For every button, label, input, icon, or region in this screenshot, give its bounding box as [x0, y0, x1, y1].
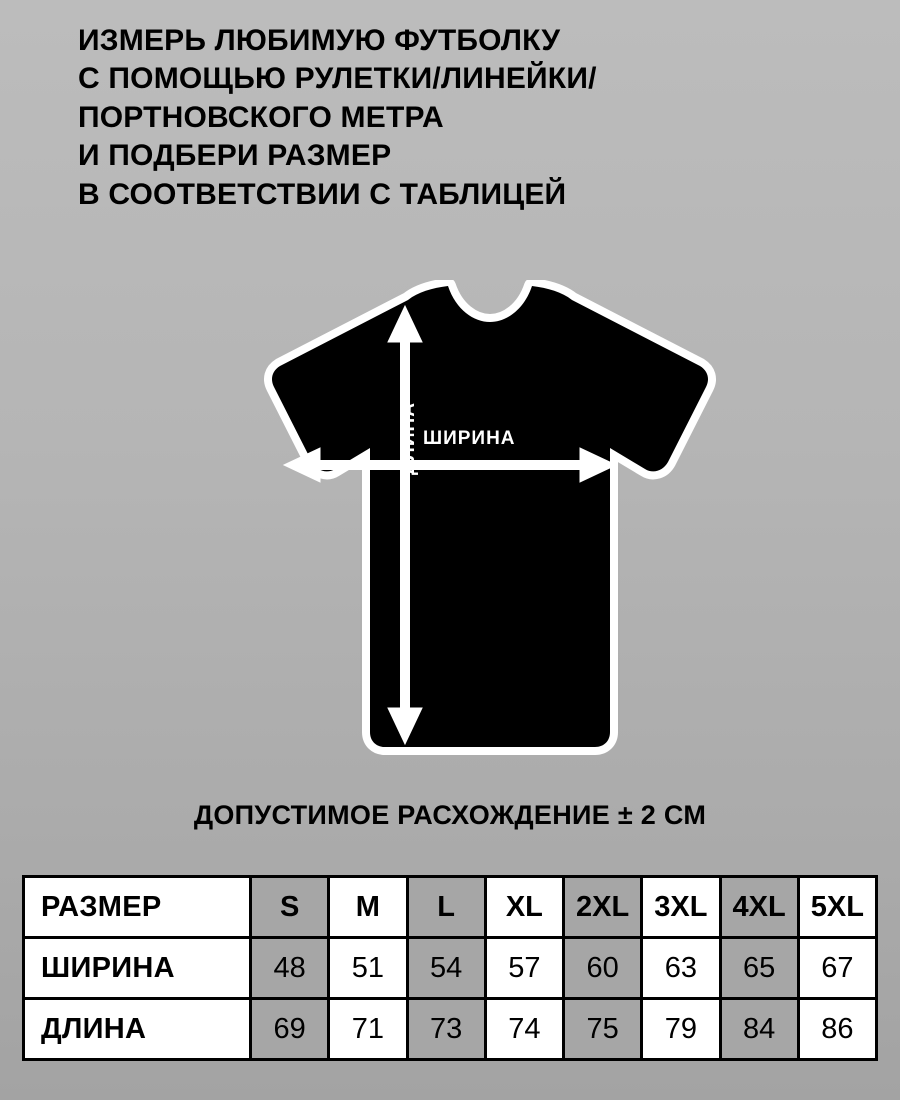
table-cell-length-l: 73: [407, 999, 485, 1060]
table-row-header: [24, 877, 877, 938]
table-cell-length-3xl: 79: [642, 999, 720, 1060]
table-cell-width-xl: 57: [485, 938, 563, 999]
page-title: [78, 22, 858, 214]
headline-line-5: В СООТВЕТСТВИИ С ТАБЛИЦЕЙ: [78, 177, 567, 211]
table-cell-width-4xl: 65: [720, 938, 798, 999]
headline-line-1: ИЗМЕРЬ ЛЮБИМУЮ ФУТБОЛКУ: [78, 24, 561, 57]
table-row-label-width: ШИРИНА: [24, 938, 251, 999]
table-header-l: L: [407, 877, 485, 938]
tolerance-note: ДОПУСТИМОЕ РАСХОЖДЕНИЕ ± 2 СМ: [193, 800, 707, 830]
table-cell-length-s: 69: [251, 999, 329, 1060]
table-header-xl: XL: [485, 877, 563, 938]
table-header-3xl: 3XL: [642, 877, 720, 938]
table-header-5xl: 5XL: [798, 877, 876, 938]
table-cell-length-2xl: 75: [564, 999, 642, 1060]
table-header-4xl: 4XL: [720, 877, 798, 938]
table-cell-length-5xl: 86: [798, 999, 876, 1060]
tshirt-icon: [180, 280, 740, 770]
table-cell-length-4xl: 84: [720, 999, 798, 1060]
size-table: [22, 875, 878, 1061]
headline-line-3: ПОРТНОВСКОГО МЕТРА: [78, 100, 444, 134]
table-row: [24, 999, 877, 1060]
table-cell-width-s: 48: [251, 938, 329, 999]
table-cell-length-m: 71: [329, 999, 407, 1060]
headline-line-4: И ПОДБЕРИ РАЗМЕР: [78, 139, 392, 173]
table-cell-width-m: 51: [329, 938, 407, 999]
table-row: [24, 938, 877, 999]
table-row-label-length: ДЛИНА: [24, 999, 251, 1060]
length-dimension-label: ДЛИНА: [398, 402, 419, 475]
table-cell-width-2xl: 60: [564, 938, 642, 999]
table-header-s: S: [251, 877, 329, 938]
size-table-wrapper: [22, 875, 878, 1061]
table-cell-width-5xl: 67: [798, 938, 876, 999]
headline-line-2: С ПОМОЩЬЮ РУЛЕТКИ/ЛИНЕЙКИ/: [78, 62, 597, 96]
table-header-2xl: 2XL: [564, 877, 642, 938]
tshirt-diagram: [180, 280, 740, 770]
width-dimension-label: ШИРИНА: [423, 428, 516, 449]
table-cell-width-l: 54: [407, 938, 485, 999]
table-header-size: РАЗМЕР: [24, 877, 251, 938]
table-header-m: M: [329, 877, 407, 938]
table-cell-length-xl: 74: [485, 999, 563, 1060]
table-cell-width-3xl: 63: [642, 938, 720, 999]
